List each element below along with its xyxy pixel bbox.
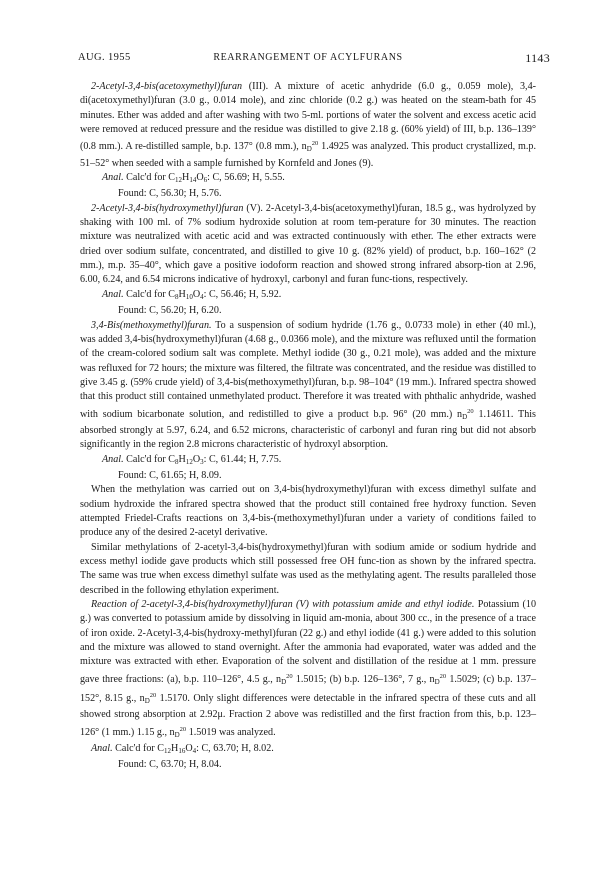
header-running-title: REARRANGEMENT OF ACYLFURANS	[213, 52, 403, 63]
anal-label: Anal.	[91, 743, 113, 755]
formula-subscript: 12	[164, 747, 172, 756]
formula-text: Calc'd for C	[123, 172, 176, 184]
refractive-index-superscript: 20	[286, 672, 293, 680]
compound-title: 2-Acetyl-3,4-bis(hydroxymethyl)furan	[91, 202, 244, 214]
formula-text: : C, 61.44; H, 7.75.	[203, 453, 282, 465]
paragraph-text: 1.14611. This absorbed strongly at 5.97, 6.24, and 6.52 microns, characteristic of carbonyl and furan ring but did not absorb significantly in the region 2.8 microns characteristic of hydroxyl absorption.	[80, 408, 536, 451]
refractive-index-subscript: D	[462, 412, 468, 421]
compound-title: 2-Acetyl-3,4-bis(acetoxymethyl)furan	[91, 81, 243, 92]
analysis-calculated	[80, 742, 536, 758]
formula-text: Calc'd for C	[123, 453, 176, 465]
compound-title: 3,4-Bis(methoxymethyl)furan.	[91, 319, 212, 331]
refractive-index-subscript: D	[281, 677, 287, 686]
analysis-found: Found: C, 56.20; H, 6.20.	[118, 305, 222, 317]
formula-subscript: 6	[203, 176, 208, 185]
refractive-index-superscript: 20	[149, 692, 157, 700]
formula-text: H	[171, 743, 179, 755]
paragraph-text: (III). A mixture of acetic anhydride (6.0 g., 0.059 mole), 3,4-di(acetoxymethyl)furan (3.0 g., 0.014 mole), and zinc chloride (0.2 g.) was heated on the steam-bath for 45 minutes. Ether was added and after washing with two 5-ml. portions of water the solvent and excess acetic acid were removed at reduced pressure and the residue was distilled to give 2.18 g. (60% yield) of III, b.p. 136–139° (0.8 mm.). A re-distilled sample, b.p. 137° (0.8 mm.), n	[80, 81, 536, 153]
paragraph-text: (V). 2-Acetyl-3,4-bis(acetoxymethyl)furan, 18.5 g., was hydrolyzed by shaking with 100 ml. of 7% sodium hydroxide solution at room tem-perature for 30 minutes. The reaction mixture was neutralized with acetic acid and was extracted continuously with ether. The ether extracts were dried over sodium sulfate, concentrated, and distilled to give 10 g. (82% yield) of product, b.p. 160–162° (2 mm.), m.p. 35–40°, which gave a positive iodoform reaction and showed strong infrared absorp-tion at 2.96, 6.00, 6.24, and 6.54 microns indicative of hydroxyl, carbonyl and furan func-tions, respectively.	[80, 202, 536, 286]
formula-subscript: 4	[200, 292, 204, 301]
paragraph-text: 1.5019 was analyzed.	[186, 726, 276, 738]
analysis-found: Found: C, 63.70; H, 8.04.	[118, 759, 222, 771]
paragraph-text: 1.4925 was analyzed. This product crystallized, m.p. 51–52° when seeded with a sample furnished by Kornfeld and Jones (9).	[80, 141, 536, 169]
paragraph-text: 1.5015; (b) b.p. 126–136°, 7 g., n	[292, 673, 435, 685]
formula-text: H	[178, 288, 186, 300]
refractive-index-superscript: 20	[179, 725, 187, 733]
formula-text: H	[178, 453, 186, 465]
paragraph-text: 1.5170. Only slight differences were detectable in the infrared spectra of these cuts and all showed strong absorption at 2.92μ. Fraction 2 above was redistilled and the first fraction from this, b.p. 123–126° (1 mm.) 1.15 g., n	[80, 693, 536, 738]
analysis-found: Found: C, 61.65; H, 8.09.	[118, 469, 222, 481]
running-header	[78, 51, 550, 68]
formula-text: O	[196, 172, 204, 184]
paragraph-similar-methylations: Similar methylations of 2-acetyl-3,4-bis(hydroxymethyl)furan with sodium amide or sodium hydride and excess methyl iodide gave products which still possessed free OH func-tion as shown by the infrared spectra. The same was true when excess dimethyl sulfate was used as the methylating agent. The results paralleled those described in the following ethylation experiment.	[80, 541, 536, 596]
analysis-calculated	[80, 288, 536, 304]
formula-text: O	[192, 288, 201, 300]
formula-text: O	[192, 453, 201, 465]
paragraph-text: 1.5029; (c) b.p. 137–152°, 8.15 g., n	[80, 673, 537, 705]
formula-text: : C, 63.70; H, 8.02.	[196, 743, 274, 755]
refractive-index-superscript: 20	[439, 672, 447, 680]
formula-subscript: 16	[178, 747, 186, 756]
formula-subscript: 12	[185, 457, 193, 466]
formula-text: : C, 56.69; H, 5.55.	[207, 172, 285, 184]
compound-title: Reaction of 2-acetyl-3,4-bis(hydroxymethyl)furan (V) with potassium amide and ethyl iodide.	[91, 599, 475, 611]
formula-text: O	[185, 743, 193, 755]
paragraph-ethylation	[80, 598, 536, 742]
analysis-calculated	[80, 453, 536, 469]
formula-text: Calc'd for C	[123, 288, 176, 300]
formula-subscript: 4	[192, 747, 197, 756]
formula-subscript: 3	[200, 457, 204, 466]
paragraph-methylation: When the methylation was carried out on 3,4-bis(hydroxymethyl)furan with excess dimethyl sulfate and sodium hydroxide the infrared spectra showed that the product still contained free hydroxy function. Seven attempted Friedel-Crafts reactions on 3,4-bis-(methoxymethyl)furan under a variety of conditions failed to produce any of the desired 2-acetyl derivative.	[80, 484, 536, 539]
refractive-index-subscript: D	[174, 730, 180, 739]
page-number: 1143	[525, 51, 550, 65]
formula-subscript: 12	[175, 176, 183, 185]
refractive-index-subscript: D	[144, 697, 150, 706]
analysis-found: Found: C, 56.30; H, 5.76.	[118, 188, 222, 200]
anal-label: Anal.	[102, 288, 124, 300]
paragraph-text: To a suspension of sodium hydride (1.76 g., 0.0733 mole) in ether (40 ml.), was added 3,4-bis(hydroxymethyl)furan (4.68 g., 0.0366 mole), and the mixture was refluxed until the formation of the cream-colored sodium salt was complete. Methyl iodide (30 g., 0.21 mole), was added and the mixture was refluxed for 72 hours; the mixture was filtered, the filtrate was concentrated, and the residue was distilled to give 3.45 g. (59% crude yield) of 3,4-bis(methoxymethyl)furan, b.p. 98–104° (19 mm.). Infrared spectra showed that this product still contained unmethylated product. Therefore it was treated with phthalic anhydride, washed with sodium bicarbonate solution, and redistilled to give a product b.p. 96° (20 mm.) n	[80, 319, 536, 420]
paragraph-hydroxymethyl-prep	[80, 202, 536, 288]
anal-label: Anal.	[102, 172, 124, 184]
formula-subscript: 8	[175, 292, 179, 301]
header-date: AUG. 1955	[78, 52, 131, 63]
refractive-index-subscript: D	[434, 677, 440, 686]
formula-text: Calc'd for C	[112, 743, 165, 755]
refractive-index-superscript: 20	[311, 140, 319, 148]
refractive-index-subscript: D	[306, 145, 312, 154]
paragraph-methoxymethyl-prep	[80, 319, 536, 453]
analysis-calculated	[80, 171, 536, 187]
formula-text: H	[182, 172, 190, 184]
article-body	[80, 80, 536, 773]
refractive-index-superscript: 20	[467, 407, 474, 415]
paragraph-acetoxymethyl-prep	[80, 80, 536, 171]
formula-text: : C, 56.46; H, 5.92.	[203, 288, 282, 300]
paragraph-text: Potassium (10 g.) was converted to potassium amide by dissolving in liquid am-monia, about 300 cc., in the presence of a trace of iron oxide. 2-Acetyl-3,4-bis(hydroxy-methyl)furan (22 g.) and ethyl iodide (41 g.) were added to this solution and the mixture was allowed to stand overnight. After the ammonia had evaporated, water was added and the mixture was extracted with ether. Evaporation of the solvent and distillation of the residue at 1 mm. pressure gave three fractions: (a), b.p. 110–126°, 4.5 g., n	[80, 599, 536, 685]
formula-subscript: 14	[189, 176, 197, 185]
formula-subscript: 10	[185, 292, 193, 301]
anal-label: Anal.	[102, 453, 124, 465]
formula-subscript: 8	[175, 457, 179, 466]
